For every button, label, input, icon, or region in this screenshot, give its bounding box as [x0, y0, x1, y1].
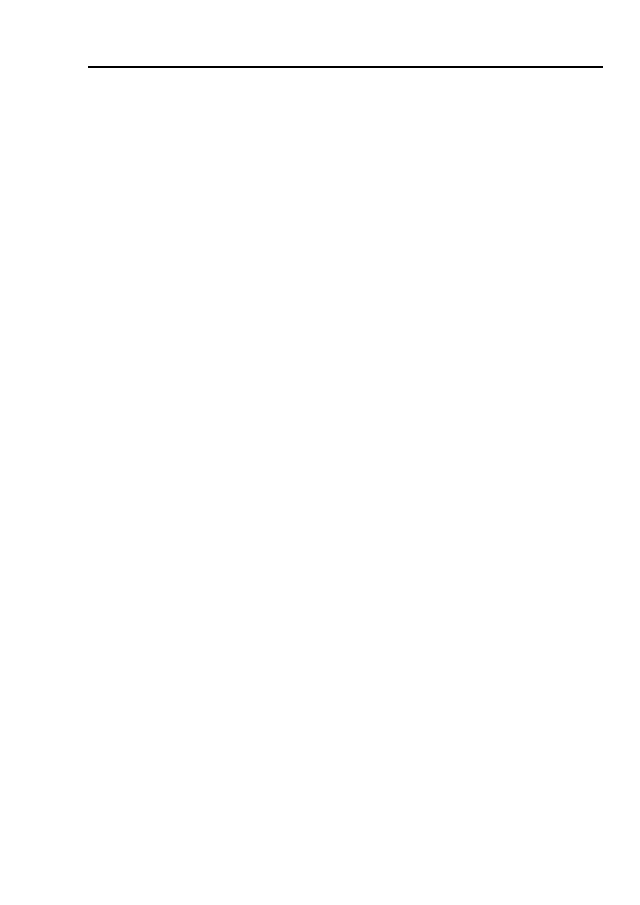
left-cell — [89, 68, 239, 69]
table-row — [89, 68, 603, 69]
content-table — [88, 66, 603, 68]
right-cell — [239, 68, 603, 69]
